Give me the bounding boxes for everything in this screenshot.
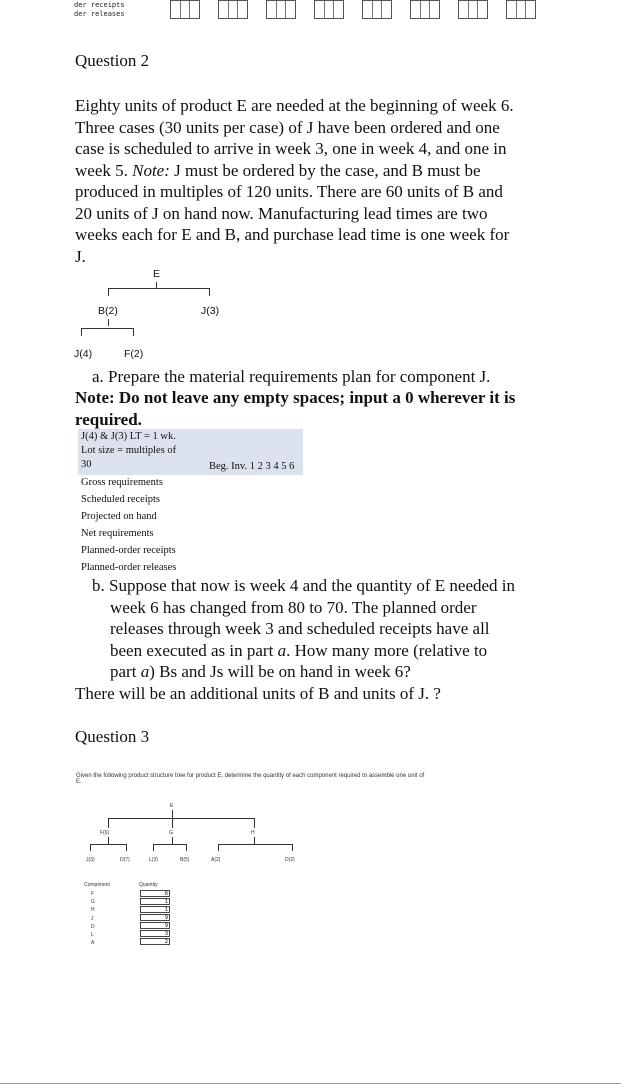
question2-body [75, 95, 575, 267]
q3-quantity-input[interactable]: 9 [140, 914, 170, 921]
q3-component: H [91, 907, 95, 914]
q3-node-d2: D(2) [285, 857, 295, 863]
tree-node-f2: F(2) [124, 348, 144, 360]
q3-node-e: E [170, 803, 174, 809]
question2-heading: Question 2 [75, 51, 150, 70]
mrp-row: Planned-order receipts [81, 545, 176, 556]
tree-node-j: J(3) [201, 305, 220, 317]
body-line: Three cases (30 units per case) of J have been ordered and one [75, 117, 500, 137]
part-b-answer-line: There will be an additional units of B and units of J. ? [75, 684, 441, 703]
q3-component: G [91, 899, 95, 906]
tree-node-e: E [153, 268, 161, 280]
bottom-divider [0, 1083, 621, 1084]
q3-component: D [91, 923, 95, 930]
mrp-header-text: J(4) & J(3) LT = 1 wk. Lot size = multiples of 30 [81, 431, 177, 470]
q3-quantity-input[interactable]: 1 [140, 898, 170, 905]
tree-node-b: B(2) [98, 305, 118, 317]
q3-component-list [91, 890, 95, 947]
input-box[interactable] [410, 0, 440, 19]
q3-component: A [91, 940, 95, 947]
input-box[interactable] [170, 0, 200, 19]
q3-table-header-component: Component [84, 882, 110, 888]
q3-node-d7: D(7) [120, 857, 130, 863]
body-line: week 5. Note: J must be ordered by the case, and B must be [75, 160, 481, 180]
mrp-row: Planned-order releases [81, 562, 177, 573]
mrp-row-labels [81, 474, 176, 576]
q3-component: J [91, 915, 94, 922]
q3-quantity-input[interactable]: 1 [140, 906, 170, 913]
body-line: 20 units of J on hand now. Manufacturing lead times are two [75, 203, 488, 223]
top-label-releases: der releases [74, 10, 125, 18]
question3-heading: Question 3 [75, 727, 150, 746]
q3-table-header-quantity: Quantity [139, 882, 158, 888]
q3-node-g: G [169, 830, 173, 836]
q3-node-j3: J(3) [86, 857, 95, 863]
q3-quantity-input[interactable]: 9 [140, 922, 170, 929]
q3-node-h: H [251, 830, 255, 836]
body-line: Eighty units of product E are needed at the beginning of week 6. [75, 96, 514, 115]
part-a-note: Note: Do not leave any empty spaces; input a 0 wherever it is required. [75, 388, 516, 429]
input-box[interactable] [458, 0, 488, 19]
q3-node-a2: A(2) [211, 857, 221, 863]
mrp-row: Net requirements [81, 528, 154, 539]
q3-node-f: F(6) [100, 830, 110, 836]
body-line: produced in multiples of 120 units. There are 60 units of B and [75, 182, 503, 201]
input-box[interactable] [506, 0, 536, 19]
part-b-prompt: b. Suppose that now is week 4 and the quantity of E needed in week 6 has changed from 80 to 70. The planned order releases through week 3 and scheduled receipts have all been executed as in part a. How many more (relative to part a) Bs and Js will be on hand in week 6? [92, 576, 516, 681]
q3-quantity-input[interactable]: 3 [140, 930, 170, 937]
part-a-prompt: a. Prepare the material requirements plan for component J. [92, 367, 491, 386]
mrp-row: Scheduled receipts [81, 494, 161, 505]
input-box[interactable] [314, 0, 344, 19]
q3-node-b5: B(5) [180, 857, 190, 863]
tree-node-j4: J(4) [74, 348, 93, 360]
input-box[interactable] [218, 0, 248, 19]
note-label: Note: [132, 160, 170, 180]
q3-component: L [91, 932, 94, 939]
q3-quantity-input[interactable]: 6 [140, 890, 170, 897]
input-box[interactable] [362, 0, 392, 19]
body-line: J. [75, 246, 86, 266]
input-box[interactable] [266, 0, 296, 19]
top-input-boxes [170, 0, 536, 19]
q3-node-l3: L(3) [149, 857, 158, 863]
mrp-beg-inv: Beg. Inv. 1 2 3 4 5 6 [209, 461, 295, 472]
mrp-row: Projected on hand [81, 511, 157, 522]
q3-quantity-list [140, 890, 170, 946]
mrp-row: Gross requirements [81, 477, 163, 488]
body-line: case is scheduled to arrive in week 3, one in week 4, and one in [75, 139, 507, 158]
q3-quantity-input[interactable]: 2 [140, 938, 170, 945]
q3-component: F [91, 891, 95, 897]
top-label-receipts: der receipts [74, 1, 125, 9]
question3-prompt: Given the following product structure tree for product E, determine the quantity of each component required to assemble one unit of E. [76, 773, 425, 785]
body-line: weeks each for E and B, and purchase lead time is one week for [75, 225, 510, 244]
